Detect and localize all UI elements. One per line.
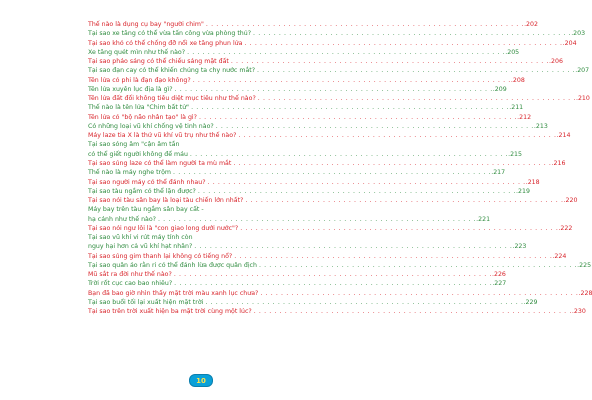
toc-entry-title: Tại sao nói tàu sân bay là loại tàu chiến lớn nhất? (88, 197, 244, 205)
toc-entry-page: .226 (491, 271, 506, 279)
toc-entry[interactable] (88, 242, 527, 251)
toc-entry-title: Tại sao khó có thể chống đỡ nổi xe tăng phun lửa (88, 39, 243, 47)
toc-entry[interactable] (88, 261, 592, 270)
toc-entry-page: .213 (533, 122, 548, 130)
dot-leader (185, 48, 505, 57)
toc-entry-title: Có những loại vũ khí chống vệ tinh nào? (88, 122, 214, 130)
toc-entry-title: Tại sao trên trời xuất hiện ba mặt trời cùng một lúc? (88, 308, 252, 316)
table-of-contents (88, 20, 592, 317)
dot-leader (257, 261, 577, 270)
dot-leader (203, 298, 523, 307)
toc-entry[interactable] (88, 178, 540, 187)
toc-entry-title: Máy laze tia X là thứ vũ khí vũ trụ như thế nào? (88, 132, 237, 140)
toc-entry-page: .216 (551, 159, 566, 167)
toc-entry[interactable] (88, 279, 507, 288)
toc-entry-page: .204 (562, 39, 577, 47)
dot-leader (255, 66, 575, 75)
dot-leader (214, 122, 534, 131)
toc-entry-title: Tại sao buổi tối lại xuất hiện mặt trời (88, 298, 204, 306)
toc-entry-page: .222 (558, 224, 573, 232)
dot-leader (196, 187, 516, 196)
toc-entry-page: .210 (575, 95, 590, 103)
toc-entry[interactable] (88, 252, 567, 261)
dot-leader (156, 215, 476, 224)
toc-entry-title: hạ cánh như thế nào? (88, 215, 156, 223)
dot-leader (206, 178, 526, 187)
toc-entry-page: .229 (523, 298, 538, 306)
toc-entry-page: .223 (512, 243, 527, 251)
dot-leader (204, 20, 524, 29)
toc-entry-title: Tại sao súng gim thanh lại không có tiếng nổ? (88, 252, 233, 260)
toc-entry-page: .219 (516, 187, 530, 195)
dot-leader (252, 307, 572, 316)
toc-entry-title: Thế nào là tên lửa "Chim bất tử" (88, 104, 190, 112)
toc-entry-page: .203 (571, 30, 586, 38)
toc-entry[interactable] (88, 57, 563, 66)
toc-entry-title: Thế nào là máy nghe trộm (88, 169, 172, 177)
toc-entry-title: Tên lửa xuyên lục địa là gì? (88, 85, 173, 93)
toc-entry-page: .220 (563, 197, 578, 205)
dot-leader (191, 76, 511, 85)
toc-entry-title: Tại sao đạn cay có thể khiến chúng ta chy nước mắt? (88, 67, 256, 75)
dot-leader (258, 289, 578, 298)
toc-entry-title: Tại sao quân áo rằn ri có thể đánh lừa được quân địch (88, 261, 257, 269)
toc-entry[interactable] (88, 76, 525, 85)
toc-entry-title: Tại sao tàu ngầm có thể lặn được? (88, 187, 196, 195)
dot-leader (188, 150, 508, 159)
dot-leader (238, 224, 558, 233)
toc-entry[interactable] (88, 224, 573, 233)
toc-entry[interactable] (88, 103, 524, 112)
toc-entry[interactable] (88, 298, 538, 307)
toc-entry-title: Tại sao người máy có thể đánh nhau? (88, 178, 206, 186)
toc-entry[interactable] (88, 215, 491, 224)
toc-entry[interactable] (88, 150, 523, 159)
toc-entry-page: .228 (578, 289, 592, 297)
dot-leader (189, 103, 509, 112)
toc-entry[interactable] (88, 159, 566, 168)
toc-entry-title: nguy hại hơn cả vũ khí hạt nhân? (88, 243, 193, 251)
toc-entry[interactable] (88, 270, 506, 279)
toc-entry[interactable] (88, 196, 578, 205)
dot-leader (242, 39, 562, 48)
dot-leader (236, 131, 556, 140)
toc-entry[interactable] (88, 39, 577, 48)
toc-entry-page: .207 (575, 67, 590, 75)
toc-entry-line: Tại sao sóng âm "cận âm tần (88, 141, 180, 149)
toc-entry[interactable] (88, 29, 586, 38)
toc-entry-page: .224 (552, 252, 567, 260)
toc-entry-line: Máy bay trên tàu ngầm sân bay cất - (88, 206, 204, 214)
page-number-badge (189, 374, 213, 387)
toc-entry-page: .218 (525, 178, 540, 186)
toc-entry-page: .202 (524, 21, 538, 28)
toc-entry[interactable] (88, 94, 590, 103)
toc-entry-title: Tại sao súng laze có thể làm người ta mù mắt (88, 159, 232, 167)
toc-entry-title: Thế nào là dụng cụ bay "người chim" (88, 21, 204, 28)
dot-leader (256, 94, 576, 103)
toc-entry-page: .217 (491, 169, 506, 177)
toc-entry[interactable] (88, 20, 538, 29)
toc-entry[interactable] (88, 307, 586, 316)
toc-entry-page: .230 (571, 308, 586, 316)
dot-leader (172, 270, 492, 279)
toc-entry-title: Tên lửa có "bộ não nhân tạo" là gì? (88, 113, 197, 121)
toc-entry-title: Xe tăng quét mìn như thế nào? (88, 48, 186, 56)
page-number: 10 (196, 376, 206, 385)
dot-leader (192, 242, 512, 251)
toc-entry-title: Tại sao nói ngư lôi là "con giao long dưới nước"? (88, 224, 239, 232)
toc-entry-title: Bạn đã bao giờ nhìn thấy mặt trời màu xanh lục chưa? (88, 289, 259, 297)
toc-entry-page: .205 (505, 48, 520, 56)
toc-entry[interactable] (88, 187, 530, 196)
toc-entry-page: .221 (476, 215, 491, 223)
toc-entry[interactable] (88, 66, 590, 75)
toc-entry[interactable] (88, 113, 532, 122)
toc-entry[interactable] (88, 289, 592, 298)
toc-entry-title: Tại sao pháo sáng có thể chiếu sáng mặt đất (88, 58, 229, 66)
toc-entry-title: có thể giết người không để máu (88, 150, 188, 158)
toc-entry[interactable] (88, 48, 520, 57)
dot-leader (173, 85, 493, 94)
toc-entry[interactable] (88, 122, 548, 131)
toc-entry-page: .212 (517, 113, 532, 121)
toc-entry-page: .206 (549, 58, 563, 66)
dot-leader (197, 113, 517, 122)
toc-entry-title: Mũ sắt ra đời như thế nào? (88, 271, 172, 279)
toc-entry-line: Tại sao vũ khí vi rút máy tính còn (88, 234, 193, 242)
toc-entry-page: .227 (492, 280, 507, 288)
toc-entry-title: Trời rốt cục cao bao nhiêu? (88, 280, 173, 288)
toc-entry-title: Tên lửa có phi là đạn đạo không? (88, 76, 191, 84)
toc-entry-page: .209 (492, 85, 507, 93)
toc-entry-page: .214 (556, 132, 571, 140)
toc-entry-title: Tại sao xe tăng có thể vừa tấn công vừa phòng thủ? (88, 30, 252, 38)
dot-leader (171, 168, 491, 177)
dot-leader (231, 159, 551, 168)
toc-entry[interactable] (88, 168, 506, 177)
dot-leader (243, 196, 563, 205)
dot-leader (251, 29, 571, 38)
toc-entry-page: .208 (510, 76, 525, 84)
toc-entry-page: .215 (508, 150, 523, 158)
toc-entry-page: .211 (509, 104, 524, 112)
dot-leader (232, 252, 552, 261)
toc-entry-title: Tên lửa đất đối không tiêu diệt mục tiêu như thế nào? (88, 95, 256, 103)
dot-leader (229, 57, 549, 66)
toc-entry[interactable] (88, 131, 571, 140)
dot-leader (172, 279, 492, 288)
toc-entry[interactable] (88, 85, 507, 94)
toc-entry-page: .225 (577, 261, 592, 269)
